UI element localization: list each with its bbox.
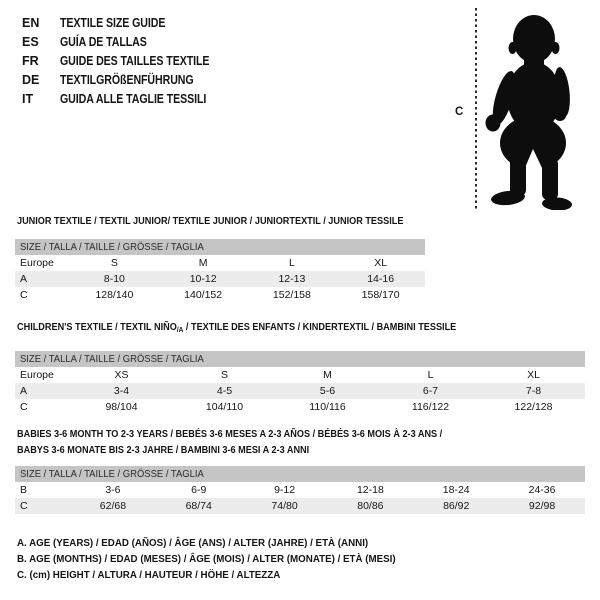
children-title-rest: / TEXTILE DES ENFANTS / KINDERTEXTIL / BAMBINI TESSILE	[183, 321, 457, 333]
row-label: C	[20, 500, 28, 512]
cell: XL	[527, 369, 540, 381]
cell: 6-7	[422, 385, 439, 397]
cell: 158/170	[361, 289, 400, 301]
babies-section-title-line1: BABIES 3-6 MONTH TO 2-3 YEARS / BEBÉS 3-6 MESES A 2-3 AÑOS / BÉBÉS 3-6 MOIS À 2-3 ANS /	[17, 428, 443, 440]
children-title-main: CHILDREN'S TEXTILE / TEXTIL NIÑO	[17, 321, 177, 333]
cell: 110/116	[309, 401, 346, 413]
language-code: EN	[22, 16, 40, 30]
cell: 122/128	[514, 401, 553, 413]
cell: 104/110	[205, 401, 244, 413]
legend-note-a: A. AGE (YEARS) / EDAD (AÑOS) / ÂGE (ANS) / ALTER (JAHRE) / ETÀ (ANNI)	[17, 537, 369, 549]
table-row	[15, 287, 425, 303]
cell: 5-6	[319, 385, 336, 397]
row-label: C	[20, 401, 28, 413]
table-row	[15, 367, 585, 383]
row-label: A	[20, 385, 28, 397]
size-header-label: SIZE / TALLA / TAILLE / GRÖSSE / TAGLIA	[20, 353, 204, 365]
language-label: GUÍA DE TALLAS	[60, 35, 147, 49]
height-dashed-line	[475, 8, 477, 209]
language-row	[22, 33, 236, 52]
children-table	[15, 351, 585, 415]
cell: XS	[114, 369, 129, 381]
cell: 3-4	[113, 385, 130, 397]
row-label: Europe	[20, 369, 54, 381]
cell: 12-13	[278, 273, 306, 285]
children-section-title	[17, 321, 456, 334]
cell: 86/92	[443, 500, 470, 512]
cell: 74/80	[271, 500, 298, 512]
language-label: GUIDA ALLE TAGLIE TESSILI	[60, 92, 207, 106]
row-label: A	[20, 273, 28, 285]
cell: 7-8	[525, 385, 542, 397]
cell: 12-18	[356, 484, 384, 496]
language-label: TEXTILGRÖßENFÜHRUNG	[60, 73, 194, 87]
row-label: B	[20, 484, 28, 496]
children-size-header-bar	[15, 351, 585, 367]
cell: 8-10	[103, 273, 125, 285]
language-row	[22, 90, 236, 109]
language-list	[22, 14, 236, 109]
table-row	[15, 399, 585, 415]
babies-table	[15, 466, 585, 514]
cell: 14-16	[367, 273, 395, 285]
table-row	[15, 498, 585, 514]
language-row	[22, 52, 236, 71]
figure-height-label: C	[455, 106, 464, 118]
cell: 98/104	[105, 401, 138, 413]
cell: L	[427, 369, 434, 381]
cell: 6-9	[191, 484, 207, 496]
table-row	[15, 271, 425, 287]
cell: 152/158	[272, 289, 311, 301]
children-title-sub: /A	[176, 325, 184, 334]
legend-note-b: B. AGE (MONTHS) / EDAD (MESES) / ÂGE (MOIS) / ALTER (MONATE) / ETÀ (MESI)	[17, 553, 396, 565]
cell: 68/74	[185, 500, 212, 512]
babies-size-header-bar	[15, 466, 585, 482]
language-row	[22, 14, 236, 33]
table-row	[15, 255, 425, 271]
junior-table	[15, 239, 425, 303]
cell: 4-5	[216, 385, 233, 397]
babies-section-title-line2: BABYS 3-6 MONATE BIS 2-3 JAHRE / BAMBINI 3-6 MESI A 2-3 ANNI	[17, 444, 310, 456]
cell: M	[323, 369, 332, 381]
cell: 92/98	[528, 500, 556, 512]
cell: S	[220, 369, 228, 381]
cell: 9-12	[274, 484, 296, 496]
cell: 10-12	[189, 273, 217, 285]
cell: 62/68	[99, 500, 127, 512]
legend-notes	[17, 535, 424, 583]
cell: 3-6	[105, 484, 121, 496]
language-code: IT	[22, 92, 34, 106]
cell: 128/140	[95, 289, 134, 301]
junior-section-title: JUNIOR TEXTILE / TEXTIL JUNIOR/ TEXTILE JUNIOR / JUNIORTEXTIL / JUNIOR TESSILE	[17, 215, 404, 227]
cell: 24-36	[528, 484, 556, 496]
language-label: TEXTILE SIZE GUIDE	[60, 16, 166, 30]
size-header-label: SIZE / TALLA / TAILLE / GRÖSSE / TAGLIA	[20, 468, 204, 480]
junior-size-header-bar	[15, 239, 425, 255]
cell: L	[288, 257, 295, 269]
table-row	[15, 383, 585, 399]
cell: 140/152	[184, 289, 223, 301]
cell: S	[110, 257, 118, 269]
size-header-label: SIZE / TALLA / TAILLE / GRÖSSE / TAGLIA	[20, 241, 204, 253]
language-code: ES	[22, 35, 39, 49]
cell: XL	[374, 257, 388, 269]
legend-note-c: C. (cm) HEIGHT / ALTURA / HAUTEUR / HÖHE / ALTEZZA	[17, 569, 281, 581]
row-label: C	[20, 289, 28, 301]
language-code: DE	[22, 73, 40, 87]
table-row	[15, 482, 585, 498]
cell: 80/86	[357, 500, 384, 512]
toddler-silhouette-icon	[481, 8, 596, 210]
cell: 116/122	[411, 401, 450, 413]
cell: 18-24	[442, 484, 470, 496]
language-label: GUIDE DES TAILLES TEXTILE	[60, 54, 210, 68]
language-row	[22, 71, 236, 90]
cell: M	[198, 257, 208, 269]
row-label: Europe	[20, 257, 54, 269]
language-code: FR	[22, 54, 39, 68]
